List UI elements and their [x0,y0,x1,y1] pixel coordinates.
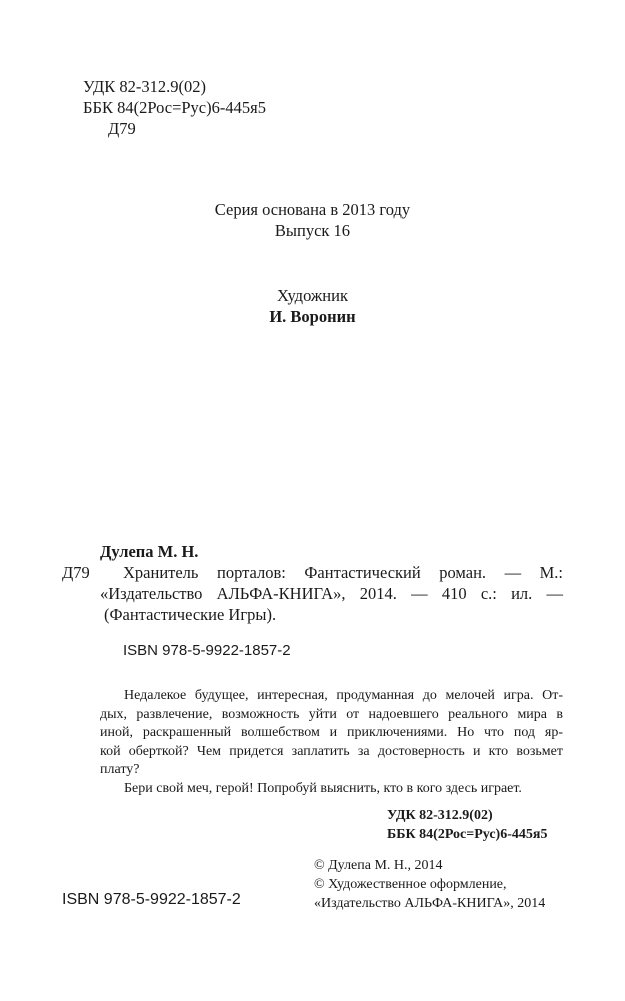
author-mark-top: Д79 [108,119,136,138]
isbn-bottom: ISBN 978-5-9922-1857-2 [62,891,241,908]
copyright-author: © Дулепа М. Н., 2014 [314,858,443,873]
series-founded: Серия основана в 2013 году [214,200,411,219]
catalog-line-3: (Фантастические Игры). [104,605,277,624]
catalog-line-1: Хранитель порталов: Фантастический роман. — М.: [123,563,563,582]
annotation-line-3: иной, раскрашенный волшебством и приключениями. Но что под яр- [100,725,563,740]
copyright-design: © Художественное оформление, [314,877,507,892]
artist-name: И. Воронин [269,307,356,326]
annotation-line-4: кой оберткой? Чем придется заплатить за достоверность и кто возьмет [100,744,563,759]
annotation-line-5: плату? [100,762,140,777]
catalog-author: Дулепа М. Н. [100,542,199,561]
bbk-code-top: ББК 84(2Рос=Рус)6-445я5 [83,98,266,117]
udk-code-top: УДК 82-312.9(02) [83,77,207,96]
annotation-line-1: Недалекое будущее, интересная, продуманная до мелочей игра. От- [124,688,563,703]
artist-label: Художник [277,286,348,305]
annotation-line-2: дых, развлечение, возможность уйти от надоевшего реального мира в [100,707,563,722]
udk-code-bottom: УДК 82-312.9(02) [387,808,493,823]
annotation-paragraph-2: Бери свой меч, герой! Попробуй выяснить, кто в кого здесь играет. [124,781,522,796]
series-issue: Выпуск 16 [274,221,351,240]
catalog-mark: Д79 [62,563,90,582]
catalog-line-2: «Издательство АЛЬФА-КНИГА», 2014. — 410 с.: ил. — [100,584,563,603]
catalog-isbn: ISBN 978-5-9922-1857-2 [123,642,291,659]
copyright-publisher: «Издательство АЛЬФА-КНИГА», 2014 [314,896,546,911]
bbk-code-bottom: ББК 84(2Рос=Рус)6-445я5 [387,827,548,842]
